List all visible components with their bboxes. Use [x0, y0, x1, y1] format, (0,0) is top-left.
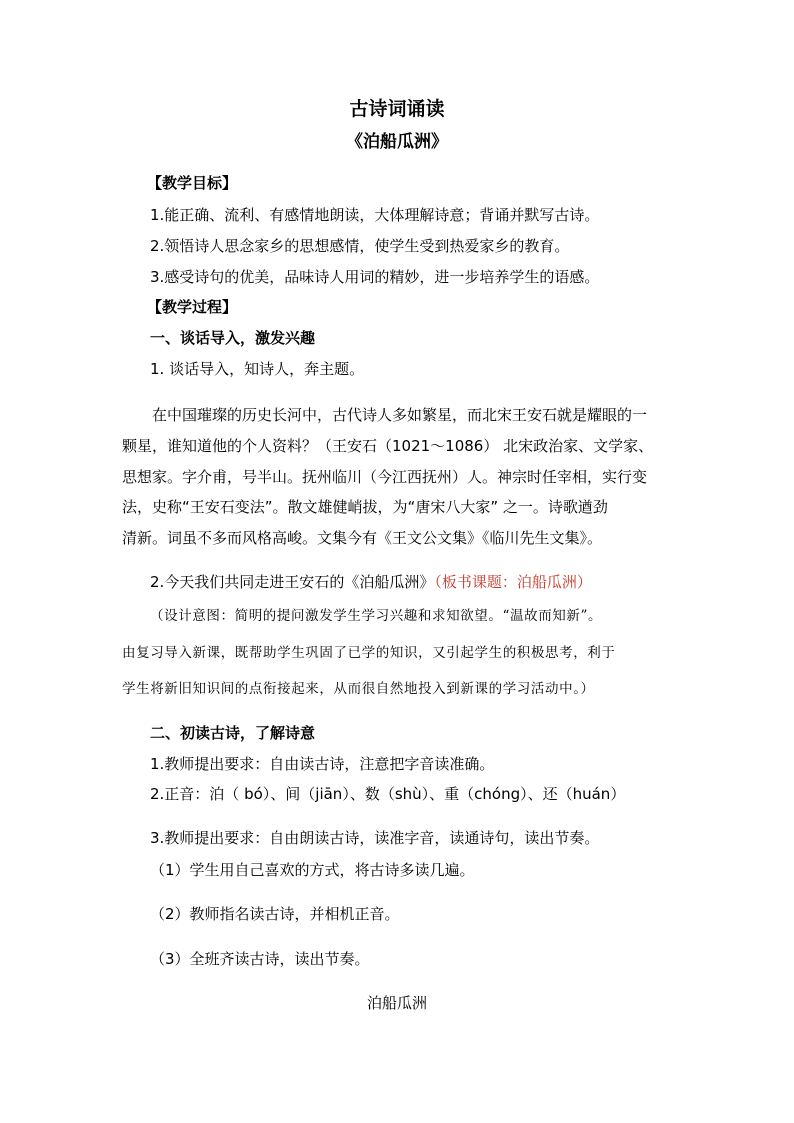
- section2-heading: 二、初读古诗，了解诗意: [150, 724, 316, 742]
- intro-paragraph-line-5: 清新。词虽不多而风格高峻。文集今有《王文公文集》《临川先生文集》。: [122, 529, 603, 547]
- intro-paragraph-line-4: 法，史称“王安石变法”。散文雄健峭拔，为“唐宋八大家” 之一。诗歌遒劲: [122, 498, 608, 516]
- section1-item2-text: 2.今天我们共同走进王安石的《泊船瓜洲》: [150, 573, 435, 591]
- section1-item2: [150, 572, 592, 592]
- goal-item-2: 2.领悟诗人思念家乡的思想感情，使学生受到热爱家乡的教育。: [150, 237, 570, 255]
- goals-heading: 【教学目标】: [147, 174, 238, 192]
- goal-item-1: 1.能正确、流利、有感情地朗读，大体理解诗意；背诵并默写古诗。: [150, 206, 600, 224]
- process-heading: 【教学过程】: [147, 298, 238, 316]
- design-note-line-3: 学生将新旧知识间的点衔接起来，从而很自然地投入到新课的学习活动中。）: [122, 681, 595, 697]
- section2-subitem-2: （2）教师指名读古诗，并相机正音。: [150, 905, 400, 923]
- design-note-line-2: 由复习导入新课，既帮助学生巩固了已学的知识，又引起学生的积极思考，利于: [122, 645, 616, 661]
- section2-subitem-3: （3）全班齐读古诗，读出节奏。: [150, 950, 370, 968]
- document-title: 古诗词诵读: [349, 98, 445, 120]
- document-subtitle: 《泊船瓜洲》: [346, 132, 448, 152]
- design-note-line-1: （设计意图：简明的提问激发学生学习兴趣和求知欲望。“温故而知新”。: [150, 608, 603, 624]
- section2-item1: 1.教师提出要求：自由读古诗，注意把字音读准确。: [150, 755, 495, 773]
- section2-subitem-1: （1）学生用自己喜欢的方式，将古诗多读几遍。: [150, 861, 475, 879]
- section2-item3: 3.教师提出要求：自由朗读古诗，读准字音，读通诗句，读出节奏。: [150, 829, 600, 847]
- intro-paragraph-line-2: 颗星，谁知道他的个人资料？（王安石（1021～1086） 北宋政治家、文学家、: [122, 437, 654, 455]
- intro-paragraph-line-3: 思想家。字介甫，号半山。抚州临川（今江西抚州）人。神宗时任宰相，实行变: [122, 468, 648, 486]
- intro-paragraph-line-1: 在中国璀璨的历史长河中，古代诗人多如繁星，而北宋王安石就是耀眼的一: [152, 406, 648, 424]
- section1-heading: 一、谈话导入，激发兴趣: [150, 329, 316, 347]
- board-title-note: （板书课题：泊船瓜洲）: [434, 573, 592, 591]
- section2-item2-pronunciation: 2.正音：泊（ bó）、间（jiān）、数（shù）、重（chóng）、还（huán）: [150, 785, 626, 803]
- section1-item1: 1. 谈话导入，知诗人，奔主题。: [150, 360, 365, 378]
- poem-title: 泊船瓜洲: [366, 994, 427, 1012]
- goal-item-3: 3.感受诗句的优美，品味诗人用词的精妙，进一步培养学生的语感。: [150, 268, 600, 286]
